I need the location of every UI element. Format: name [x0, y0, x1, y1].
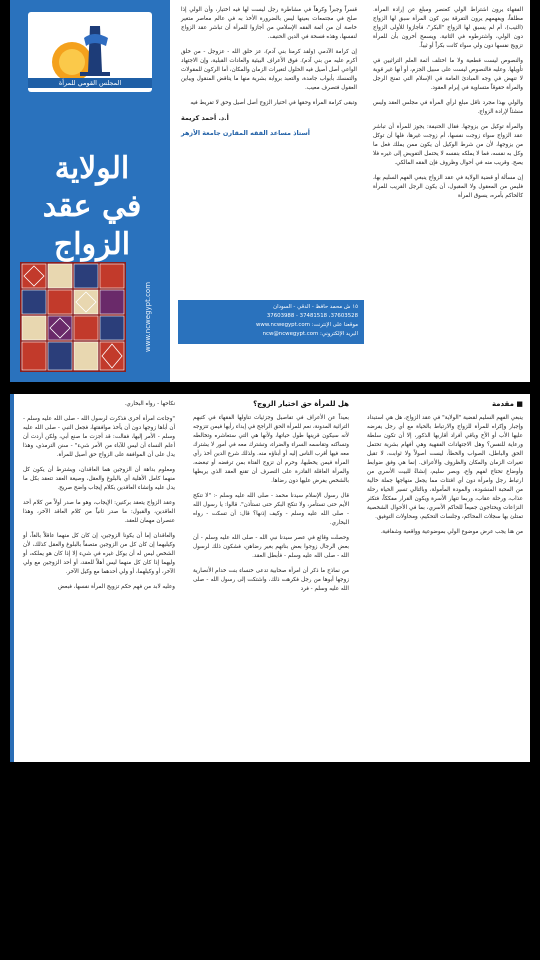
paragraph: والولي بهذا مجرد ناقل مبلغ لرأي المرأة في مجلس العقد وليس منشئاً لإرادة الزواج.	[373, 100, 523, 115]
brochure-outer-side	[10, 0, 530, 382]
paragraph: ينبغي الفهم السليم لقضية "الولاية" في عقد الزواج، هل هي استبداد وإجبار وإكراه للمرأة للزواج والارتباط بالحياة مع أي رجل يفرضه عليها الأب أو الأخ وباقي أفراد أقاربها الذكور، إلا أن تكون سلطة ورعاية للنفس؟ وهل الاجتهادات الفقهية وهي أفهام بشرية تحتمل الحق والباطل، الصواب والخطأ، ليست أصولاً ولا ثوابت، لا تقبل تغيرات الزمان والمكان والظروف والأعراف. إنما هي وفق ضوابط وأوضاع تحتاج لفهم واع، وبصر سليم، إنشاءً للبيت الأسري من ارتباط رجل وامرأة دون أي افتئات مما يجعل منهاجها جملة خالية من المحبة المنشودة، والمودة المأمولة، وبالتالي تسير الحياة رحلة عذاب، ورحلة عقاب، وربما تنهار الأسرة ويكون القرار مفككاً، فتكثر النزاعات ويحتاجون جميعاً للحاكم الأسري، بما في الأحوال الشخصية تمتلئ بها سجلات المحاكم، وجلسات التحكيم، ومحاولات التوفيق.	[367, 415, 523, 520]
accent-bar	[10, 394, 14, 762]
org-name: المجلس القومي للمرأة	[28, 78, 152, 88]
paragraph: وعقد الزواج يتعقد بركنين: الإيجاب، وهو ما صدر أولاً من كلام أحد العاقدين، والقبول: ما صدر ثانياً من كلام العاقد الآخر، وهذا عنصران مهمان للعقد.	[23, 500, 175, 524]
top-right-column	[366, 0, 530, 382]
paragraph: والمرأة توكيل من يزوجها. فقال الحنيفة: يجوز للمرأة أن تباشر عقد الزواج سواء زوجت نفسها، أم زوجت غيرها، فلها أن توكل من يزوجها، لأن من شرط الوكيل أن يكون ممن يملك فعل ما وكل به نفسه، فما لا يملكه بنفسه لا يحتمل التفويض إلى غيره فلا يصح. وقريب منه في أحوال وظروف فإن الفقه المالكي.	[373, 124, 523, 166]
paragraph: قال رسول الإسلام سيدنا محمد - صلى الله عليه وسلم -: "لا تنكح الأيم حتى تستأمر، ولا تنكح البكر حتى تستأذن". قالوا: يا رسول الله - صلى الله عليه وسلم - وكيف إذنها؟ قال: أن تسكت - رواه البخاري.	[193, 493, 349, 526]
paragraph: والنصوص ليست قطعية ولا ما اختلف أئمة العلم التراثيين في تأويلها. وعليه فالنصوص ليست على سبيل الجزم، أو أنها غير قوية لا تنهض في وجه المبادئ العامة في الإسلام التي تمنح الرجل والمرأة حقوقاً متساوية في إبرام العقود.	[373, 58, 523, 91]
paragraph: والعاقدان إما أن يكونا الزوجين، إن كان كل منهما عاقلاً بالغاً، أو وكيليهما إن كان كل من الزوجين متصفاً بالبلوغ والعقل كذلك، لأن الشخص ليس له أن يوكل غيره في شيء إلا إذا كان هو يملكه، أو وليهما إذا كان كل منهما ليس أهلاً للعقد، أو أحد الزوجين مع ولي الآخر، أو وكيلهما، أو ولي أحدهما مع وكيل الآخر.	[23, 533, 175, 575]
paragraph: قسراً وجبراً وكرهاً في مشاطرة رجل ليست لها فيه اختيار، وأن الولي إذا صلح في مجتمعات بعينها ليس بالضرورة الأخذ به في عالم معاصر متغير خاصة أن من أئمة الفقه الإسلامي من أجازوا للمرأة أن تباشر عقد الزواج لنفسها، وهذه فسحة في الدين الحنيف.	[181, 7, 357, 40]
contact-email: البريد الإلكتروني: ncw@ncwegypt.com	[262, 331, 358, 337]
org-logo	[28, 12, 152, 92]
paragraph: بعيداً عن الأعراف في تفاصيل وجزئيات تناولها الفقهاء في كتبهم التراثية المدونة، نعم للمرأة الحق الراجح في إبداء رأيها فيمن تتزوجه لأنه سيكون قرينها طول حياتها، ولأنها هي التي ستعاشره وتخالطه وتساكنه وتقاسمه السراء والضراء، وتشترك معه في أمور لا يشترك معه فيها أقرب الناس إليه أو أبناؤه منه. ولذلك شرع الدين أخذ رأي المرأة فيمن يخطبها، وحرم أن تزوج الفتاة بمن ترفضه أو تبغضه، والمرأة العاقلة القادرة على التصرف أن تقنع العقد الذي يربطها بالشخص يفرض عليها دون رضاها.	[193, 415, 349, 484]
paragraph: نكاحها - رواه البخاري.	[124, 401, 175, 407]
section-heading: هل للمرأة حق اختيار الزوج؟	[253, 400, 349, 408]
paragraph: "وجاءت امرأة أخرى فذكرت لرسول الله - صلى الله عليه وسلم - أن أباها زوجها دون أن يأخذ موافقتها، فجعل النبي - صلى الله عليه وسلم - الأمر إليها، فقالت: قد أجزت ما صنع أبي، ولكن أردت أن أعلم النساء أن ليس للآباء من الأمر شيء" - سنن الترمذي، وهذا يدل على أن الموافقة على الزواج حق أصيل للمرأة.	[23, 416, 175, 458]
contact-box	[178, 300, 364, 344]
paragraph: الفقهاء يرون اشتراط الولي كعنصر ومبلغ عن إرادة المرأة. مطلقاً، ويفهمهم يرون التفرقة بين كون المرأة سبق لها الزواج (الثيب)، أم لم يسبق لها الزواج "البكر"، فأجازوا للأولى الزواج دون الولي، واشترطوه في الثانية. ويسمح أخرون بأن للمرأة تزويج نفسها دون ولي سواء كانت بكراً أو ثيباً.	[373, 7, 523, 49]
paragraph: وحصلت وقائع في عصر سيدنا نبي الله - صلى الله عليه وسلم - أن بعض الرجال زوجوا بعض بناتهم بغير رضاهن، فشكون ذلك لرسول الله - صلى الله عليه وسلم - فأبطل العقد.	[193, 535, 349, 559]
signature-title: أستاذ مساعد الفقه المقارن جامعة الأزهر	[181, 129, 310, 137]
contact-address: ١٥ ش محمد حافظ - الدقي - السودان	[273, 304, 358, 310]
patchwork-quilt-image	[20, 262, 126, 372]
bottom-right-column	[360, 394, 530, 762]
contact-website: موقعنا على الإنترنت: www.ncwegypt.com	[256, 322, 358, 328]
paragraph: ومعلوم بداهة أن الزوجين هما العاقدان، ويشترط أن يكون كل منهما كامل الأهلية أي بالبلوغ والعقل، وصيغة العقد تتعقد بكل ما يدل عليه وإنشاء العاقدين بكلام إيجاب واضح صريح.	[23, 467, 175, 491]
cover-title-line-3: الزواج	[53, 227, 131, 262]
cover-title-line-2: في عقد	[42, 189, 142, 224]
paragraph: إن مسألة أو قضية الولاية في عقد الزواج ينبغي الفهم السليم بها، فليس من المعقول ولا المقبول، أن يكون الرجل القريب للمرأة كالحاكم بأمره، يسوق المرأة	[373, 175, 523, 199]
square-bullet-icon: ■	[513, 400, 523, 408]
cover-title-line-1: الولاية	[54, 151, 130, 186]
brochure-inner-side	[10, 394, 530, 762]
paragraph: وعليه لابد من فهم حكم تزويج المرأة نفسها، فبعض	[58, 584, 175, 590]
paragraph: من هنا يجب عرض موضوع الولي بموضوعية وواقعية وشفافية.	[380, 529, 523, 535]
paragraph: إن كرامة الآدمي (ولقد كرمنا بني آدم)، عز خلق الله - عزوجل - من خلق أكرم عليه من بني آدم). فوق الأعراف البيئية والعادات القبلية، وإن الاجتهاد الواعي أصل أصيل فيه الحلول لتغيرات الزمان والمكان، أما الركون للمقولات والتمسك بأبواب جامدة، والتعبد بروابة بشرية منها ما يناقض المنقول ويباين العقول فتصرف معيب.	[181, 49, 357, 91]
cover-website: www.ncwegypt.com	[144, 281, 152, 353]
brochure-cover	[10, 0, 170, 382]
paragraph: وتبقى كرامة المرأة وحقها في اختيار الزوج أصل أصيل وحق لا تفريط فيه	[190, 100, 357, 106]
cover-title	[22, 150, 162, 264]
paragraph: من نماذج ما ذكر أن امرأة صحابية تدعى خنساء بنت خدام الأنصارية زوجها أبوها من رجل فكرهت ذلك، واشتكت إلى رسول الله - صلى الله عليه وسلم - فرد	[193, 568, 349, 592]
signature-name: أ.د. أحمد كريمة	[181, 114, 229, 122]
bottom-left-column	[16, 394, 182, 762]
contact-phones: 37603528، 37481518 - 37603988	[266, 313, 358, 319]
bottom-middle-column	[186, 394, 356, 762]
section-heading	[367, 400, 523, 409]
heading-text: مقدمة	[491, 400, 514, 408]
